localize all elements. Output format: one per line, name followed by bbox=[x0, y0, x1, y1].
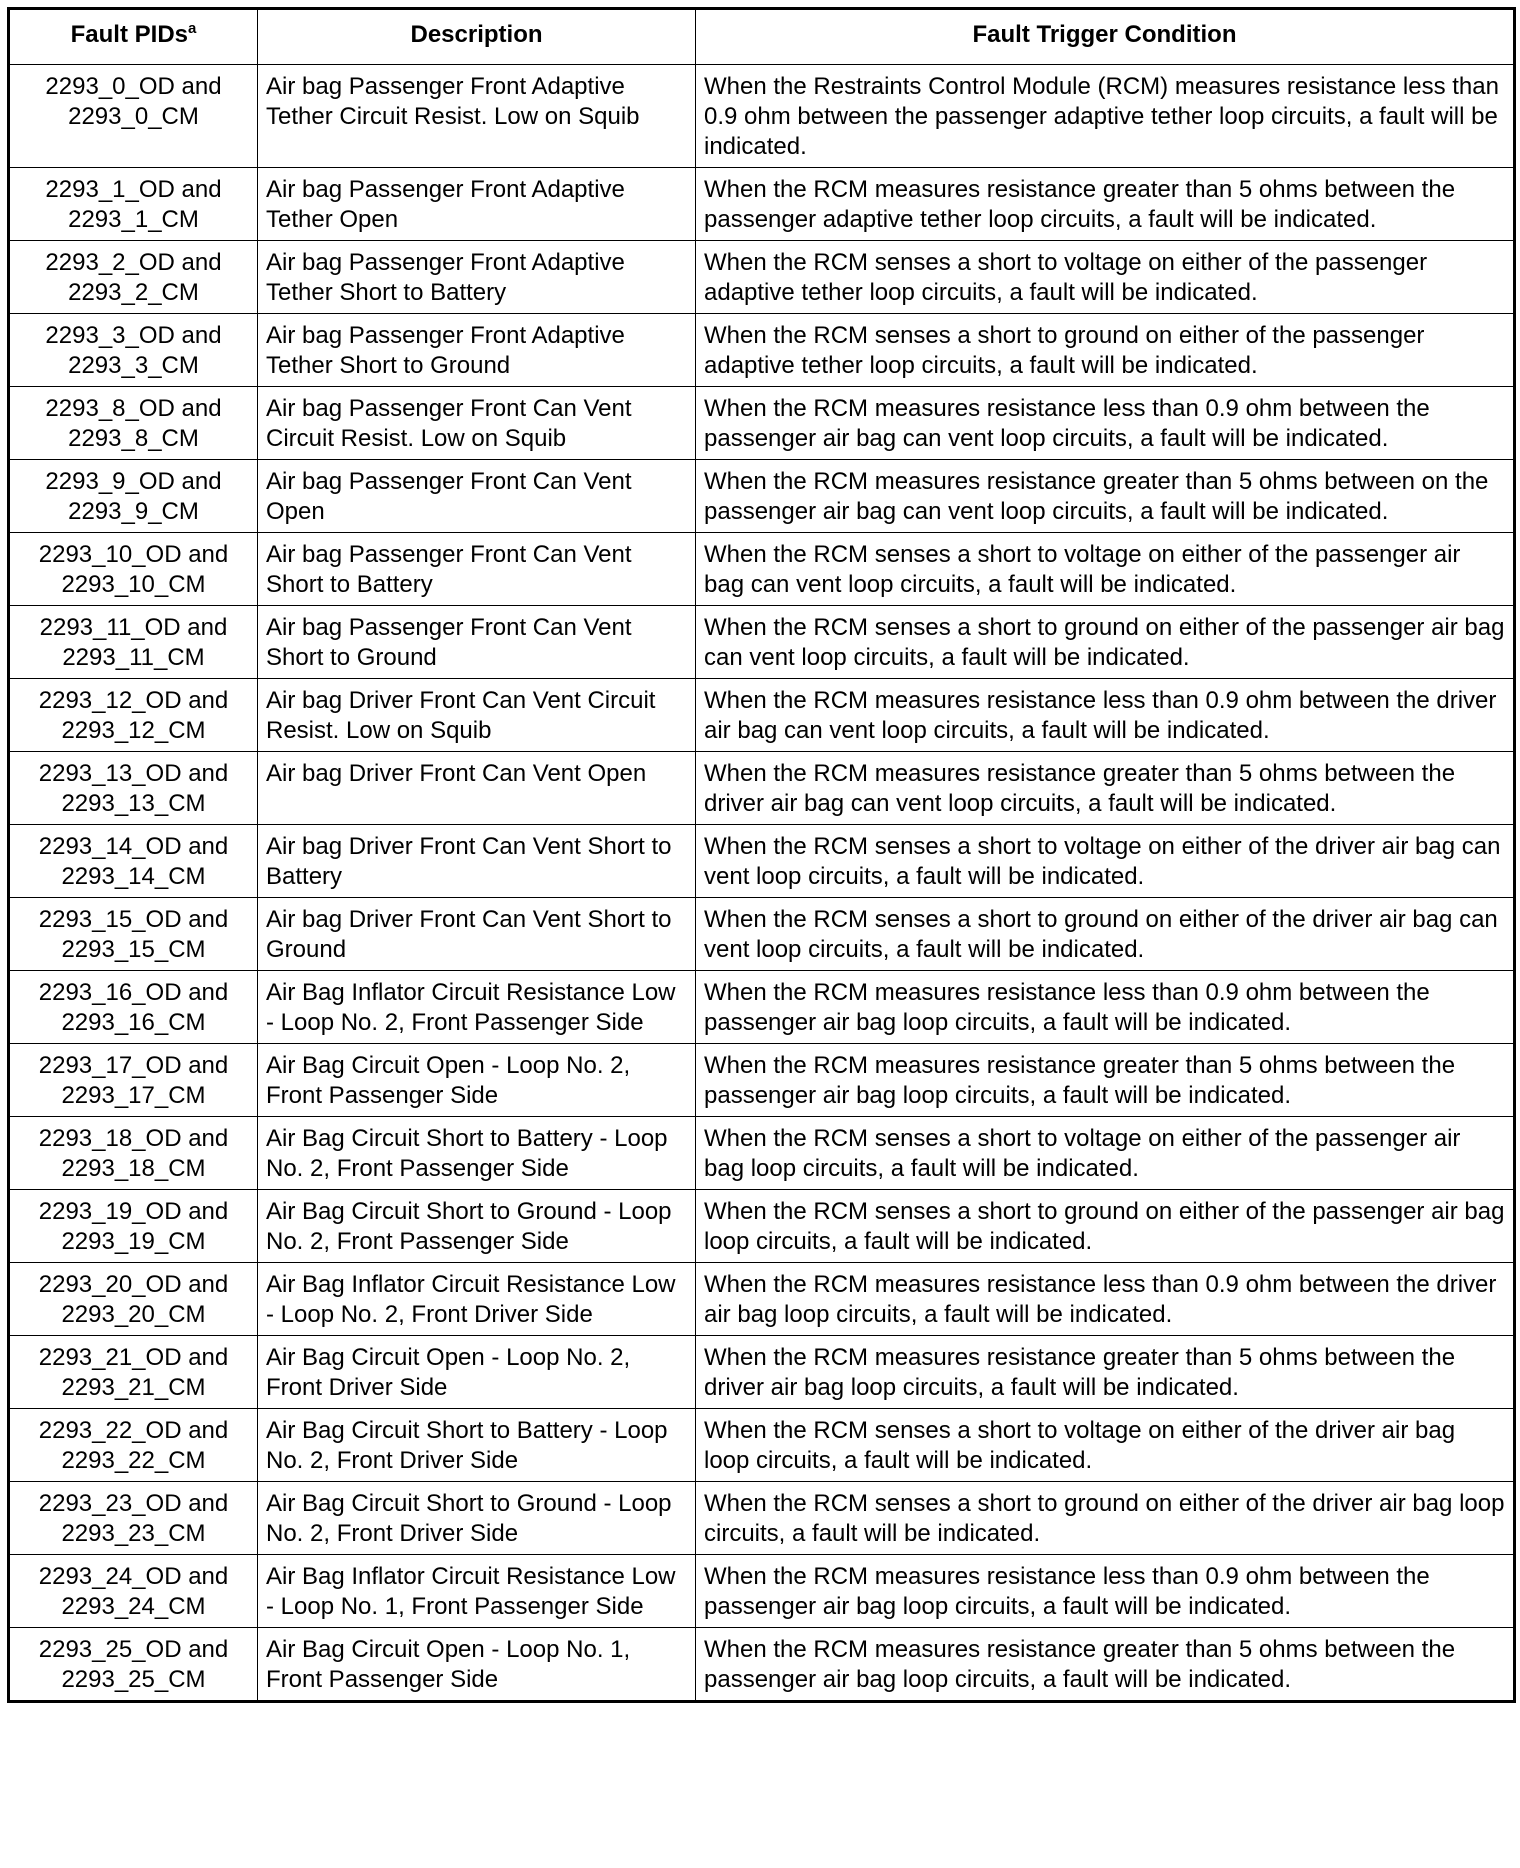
table-row bbox=[9, 460, 1515, 533]
description-cell: Air bag Passenger Front Can Vent Circuit Resist. Low on Squib bbox=[258, 387, 696, 460]
fault-pid-cell bbox=[9, 387, 258, 460]
fault-pid-cell bbox=[9, 1628, 258, 1702]
fault-pid-od: 2293_23_OD and bbox=[38, 1490, 229, 1517]
table-row bbox=[9, 606, 1515, 679]
fault-trigger-condition-cell: When the RCM measures resistance greater than 5 ohms between the passenger adaptive tether loop circuits, a fault will be indicated. bbox=[696, 168, 1515, 241]
fault-pid-od: 2293_21_OD and bbox=[38, 1344, 229, 1371]
table-row bbox=[9, 1555, 1515, 1628]
fault-pid-cm: 2293_16_CM bbox=[61, 1009, 206, 1036]
fault-pid-cm: 2293_11_CM bbox=[62, 644, 205, 671]
table-row bbox=[9, 898, 1515, 971]
table-row bbox=[9, 533, 1515, 606]
description-cell: Air bag Passenger Front Can Vent Short to Battery bbox=[258, 533, 696, 606]
fault-pid-od: 2293_13_OD and bbox=[38, 760, 229, 787]
fault-trigger-condition-cell: When the RCM senses a short to voltage on either of the passenger air bag can vent loop circuits, a fault will be indicated. bbox=[696, 533, 1515, 606]
table-row bbox=[9, 1628, 1515, 1702]
table-row bbox=[9, 1482, 1515, 1555]
fault-pid-cell bbox=[9, 898, 258, 971]
fault-pid-cm: 2293_13_CM bbox=[61, 790, 206, 817]
fault-trigger-condition-cell: When the RCM senses a short to ground on either of the passenger air bag loop circuits, a fault will be indicated. bbox=[696, 1190, 1515, 1263]
table-header bbox=[9, 9, 1515, 65]
fault-pid-cell bbox=[9, 533, 258, 606]
fault-pid-cm: 2293_14_CM bbox=[61, 863, 206, 890]
fault-trigger-condition-cell: When the RCM measures resistance less than 0.9 ohm between the passenger air bag loop circuits, a fault will be indicated. bbox=[696, 971, 1515, 1044]
fault-trigger-condition-cell: When the RCM measures resistance less than 0.9 ohm between the driver air bag can vent loop circuits, a fault will be indicated. bbox=[696, 679, 1515, 752]
fault-pid-cm: 2293_21_CM bbox=[61, 1374, 206, 1401]
fault-trigger-condition-cell: When the RCM senses a short to voltage on either of the driver air bag can vent loop circuits, a fault will be indicated. bbox=[696, 825, 1515, 898]
fault-pid-cm: 2293_0_CM bbox=[68, 103, 199, 130]
fault-pid-od: 2293_15_OD and bbox=[38, 906, 229, 933]
description-cell: Air Bag Circuit Open - Loop No. 2, Front Driver Side bbox=[258, 1336, 696, 1409]
table-row bbox=[9, 241, 1515, 314]
table-row bbox=[9, 168, 1515, 241]
description-cell: Air bag Driver Front Can Vent Short to Battery bbox=[258, 825, 696, 898]
fault-pid-od: 2293_8_OD and bbox=[45, 395, 222, 422]
fault-pid-cell bbox=[9, 752, 258, 825]
fault-pid-od: 2293_24_OD and bbox=[38, 1563, 229, 1590]
table-row bbox=[9, 1336, 1515, 1409]
table-row bbox=[9, 971, 1515, 1044]
fault-pid-cm: 2293_19_CM bbox=[61, 1228, 206, 1255]
table-row bbox=[9, 1044, 1515, 1117]
fault-pid-cell bbox=[9, 1044, 258, 1117]
fault-pid-od: 2293_18_OD and bbox=[38, 1125, 229, 1152]
description-cell: Air Bag Circuit Open - Loop No. 1, Front Passenger Side bbox=[258, 1628, 696, 1702]
fault-pid-cm: 2293_3_CM bbox=[68, 352, 199, 379]
table-row bbox=[9, 1409, 1515, 1482]
fault-trigger-condition-cell: When the RCM measures resistance less than 0.9 ohm between the driver air bag loop circuits, a fault will be indicated. bbox=[696, 1263, 1515, 1336]
fault-trigger-condition-cell: When the RCM senses a short to ground on either of the passenger adaptive tether loop circuits, a fault will be indicated. bbox=[696, 314, 1515, 387]
description-cell: Air bag Passenger Front Can Vent Short to Ground bbox=[258, 606, 696, 679]
footnote-marker: a bbox=[188, 20, 197, 37]
fault-trigger-condition-cell: When the RCM senses a short to ground on either of the passenger air bag can vent loop circuits, a fault will be indicated. bbox=[696, 606, 1515, 679]
fault-pid-cm: 2293_9_CM bbox=[68, 498, 199, 525]
fault-pid-od: 2293_20_OD and bbox=[38, 1271, 229, 1298]
description-cell: Air Bag Circuit Short to Battery - Loop No. 2, Front Driver Side bbox=[258, 1409, 696, 1482]
fault-pid-cell bbox=[9, 1263, 258, 1336]
fault-pid-od: 2293_1_OD and bbox=[45, 176, 222, 203]
description-cell: Air Bag Inflator Circuit Resistance Low - Loop No. 1, Front Passenger Side bbox=[258, 1555, 696, 1628]
description-cell: Air Bag Inflator Circuit Resistance Low - Loop No. 2, Front Driver Side bbox=[258, 1263, 696, 1336]
fault-pid-cell bbox=[9, 314, 258, 387]
fault-pid-cell bbox=[9, 1336, 258, 1409]
description-cell: Air bag Driver Front Can Vent Circuit Resist. Low on Squib bbox=[258, 679, 696, 752]
description-cell: Air Bag Circuit Short to Battery - Loop No. 2, Front Passenger Side bbox=[258, 1117, 696, 1190]
fault-pid-cm: 2293_17_CM bbox=[61, 1082, 206, 1109]
fault-pid-od: 2293_11_OD and bbox=[39, 614, 228, 641]
table-row bbox=[9, 1263, 1515, 1336]
description-cell: Air bag Passenger Front Can Vent Open bbox=[258, 460, 696, 533]
fault-pid-cm: 2293_18_CM bbox=[61, 1155, 206, 1182]
table-body bbox=[9, 65, 1515, 1702]
fault-trigger-condition-cell: When the Restraints Control Module (RCM) measures resistance less than 0.9 ohm between the passenger adaptive tether loop circuits, a fault will be indicated. bbox=[696, 65, 1515, 168]
fault-pid-od: 2293_0_OD and bbox=[45, 73, 222, 100]
fault-pid-cm: 2293_22_CM bbox=[61, 1447, 206, 1474]
fault-pid-cell bbox=[9, 1190, 258, 1263]
fault-trigger-condition-cell: When the RCM senses a short to ground on either of the driver air bag can vent loop circuits, a fault will be indicated. bbox=[696, 898, 1515, 971]
fault-pid-od: 2293_10_OD and bbox=[38, 541, 229, 568]
header-description: Description bbox=[258, 9, 696, 65]
header-row bbox=[9, 9, 1515, 65]
fault-pid-cell bbox=[9, 1555, 258, 1628]
fault-pid-cell bbox=[9, 65, 258, 168]
fault-pid-cm: 2293_25_CM bbox=[61, 1666, 206, 1693]
fault-pid-cell bbox=[9, 606, 258, 679]
description-cell: Air Bag Circuit Short to Ground - Loop No. 2, Front Passenger Side bbox=[258, 1190, 696, 1263]
fault-trigger-condition-cell: When the RCM measures resistance greater than 5 ohms between the passenger air bag loop circuits, a fault will be indicated. bbox=[696, 1044, 1515, 1117]
fault-trigger-condition-cell: When the RCM measures resistance greater than 5 ohms between on the passenger air bag can vent loop circuits, a fault will be indicated. bbox=[696, 460, 1515, 533]
fault-pid-od: 2293_25_OD and bbox=[38, 1636, 229, 1663]
description-cell: Air bag Passenger Front Adaptive Tether Short to Battery bbox=[258, 241, 696, 314]
fault-trigger-condition-cell: When the RCM measures resistance greater than 5 ohms between the passenger air bag loop circuits, a fault will be indicated. bbox=[696, 1628, 1515, 1702]
fault-trigger-condition-cell: When the RCM senses a short to voltage on either of the passenger air bag loop circuits, a fault will be indicated. bbox=[696, 1117, 1515, 1190]
fault-pid-table bbox=[7, 7, 1516, 1703]
document-page bbox=[7, 7, 1513, 1863]
fault-pid-od: 2293_12_OD and bbox=[38, 687, 229, 714]
fault-pid-od: 2293_19_OD and bbox=[38, 1198, 229, 1225]
fault-pid-cell bbox=[9, 168, 258, 241]
table-row bbox=[9, 314, 1515, 387]
fault-pid-cm: 2293_15_CM bbox=[61, 936, 206, 963]
fault-pid-cell bbox=[9, 825, 258, 898]
fault-trigger-condition-cell: When the RCM measures resistance greater than 5 ohms between the driver air bag loop circuits, a fault will be indicated. bbox=[696, 1336, 1515, 1409]
description-cell: Air bag Passenger Front Adaptive Tether Circuit Resist. Low on Squib bbox=[258, 65, 696, 168]
fault-pid-cell bbox=[9, 1482, 258, 1555]
fault-trigger-condition-cell: When the RCM senses a short to voltage on either of the passenger adaptive tether loop circuits, a fault will be indicated. bbox=[696, 241, 1515, 314]
table-row bbox=[9, 65, 1515, 168]
fault-trigger-condition-cell: When the RCM measures resistance greater than 5 ohms between the driver air bag can vent loop circuits, a fault will be indicated. bbox=[696, 752, 1515, 825]
fault-pid-cell bbox=[9, 460, 258, 533]
table-row bbox=[9, 1117, 1515, 1190]
fault-trigger-condition-cell: When the RCM measures resistance less than 0.9 ohm between the passenger air bag can vent loop circuits, a fault will be indicated. bbox=[696, 387, 1515, 460]
table-row bbox=[9, 1190, 1515, 1263]
table-row bbox=[9, 825, 1515, 898]
fault-pid-od: 2293_9_OD and bbox=[45, 468, 222, 495]
description-cell: Air Bag Circuit Short to Ground - Loop No. 2, Front Driver Side bbox=[258, 1482, 696, 1555]
description-cell: Air Bag Inflator Circuit Resistance Low - Loop No. 2, Front Passenger Side bbox=[258, 971, 696, 1044]
fault-pid-cm: 2293_2_CM bbox=[68, 279, 199, 306]
fault-pid-cell bbox=[9, 241, 258, 314]
description-cell: Air Bag Circuit Open - Loop No. 2, Front Passenger Side bbox=[258, 1044, 696, 1117]
fault-pid-cm: 2293_12_CM bbox=[61, 717, 206, 744]
header-fault-pids bbox=[9, 9, 258, 65]
fault-pid-od: 2293_16_OD and bbox=[38, 979, 229, 1006]
description-cell: Air bag Passenger Front Adaptive Tether Open bbox=[258, 168, 696, 241]
description-cell: Air bag Passenger Front Adaptive Tether Short to Ground bbox=[258, 314, 696, 387]
fault-pid-od: 2293_14_OD and bbox=[38, 833, 229, 860]
fault-pid-cell bbox=[9, 1117, 258, 1190]
fault-trigger-condition-cell: When the RCM senses a short to ground on either of the driver air bag loop circuits, a fault will be indicated. bbox=[696, 1482, 1515, 1555]
fault-pid-cell bbox=[9, 1409, 258, 1482]
fault-pid-od: 2293_17_OD and bbox=[38, 1052, 229, 1079]
header-fault-trigger-condition: Fault Trigger Condition bbox=[696, 9, 1515, 65]
fault-pid-cm: 2293_23_CM bbox=[61, 1520, 206, 1547]
table-row bbox=[9, 752, 1515, 825]
description-cell: Air bag Driver Front Can Vent Short to Ground bbox=[258, 898, 696, 971]
fault-pid-cm: 2293_20_CM bbox=[61, 1301, 206, 1328]
fault-trigger-condition-cell: When the RCM measures resistance less than 0.9 ohm between the passenger air bag loop circuits, a fault will be indicated. bbox=[696, 1555, 1515, 1628]
description-cell: Air bag Driver Front Can Vent Open bbox=[258, 752, 696, 825]
fault-pid-cm: 2293_10_CM bbox=[61, 571, 206, 598]
fault-pid-cell bbox=[9, 971, 258, 1044]
fault-trigger-condition-cell: When the RCM senses a short to voltage on either of the driver air bag loop circuits, a fault will be indicated. bbox=[696, 1409, 1515, 1482]
table-row bbox=[9, 679, 1515, 752]
fault-pid-cm: 2293_1_CM bbox=[68, 206, 199, 233]
fault-pid-cm: 2293_24_CM bbox=[61, 1593, 206, 1620]
fault-pid-cm: 2293_8_CM bbox=[68, 425, 199, 452]
fault-pid-od: 2293_3_OD and bbox=[45, 322, 222, 349]
fault-pid-cell bbox=[9, 679, 258, 752]
fault-pid-od: 2293_2_OD and bbox=[45, 249, 222, 276]
fault-pid-od: 2293_22_OD and bbox=[38, 1417, 229, 1444]
table-row bbox=[9, 387, 1515, 460]
header-fault-pids-label: Fault PIDs bbox=[70, 21, 188, 48]
